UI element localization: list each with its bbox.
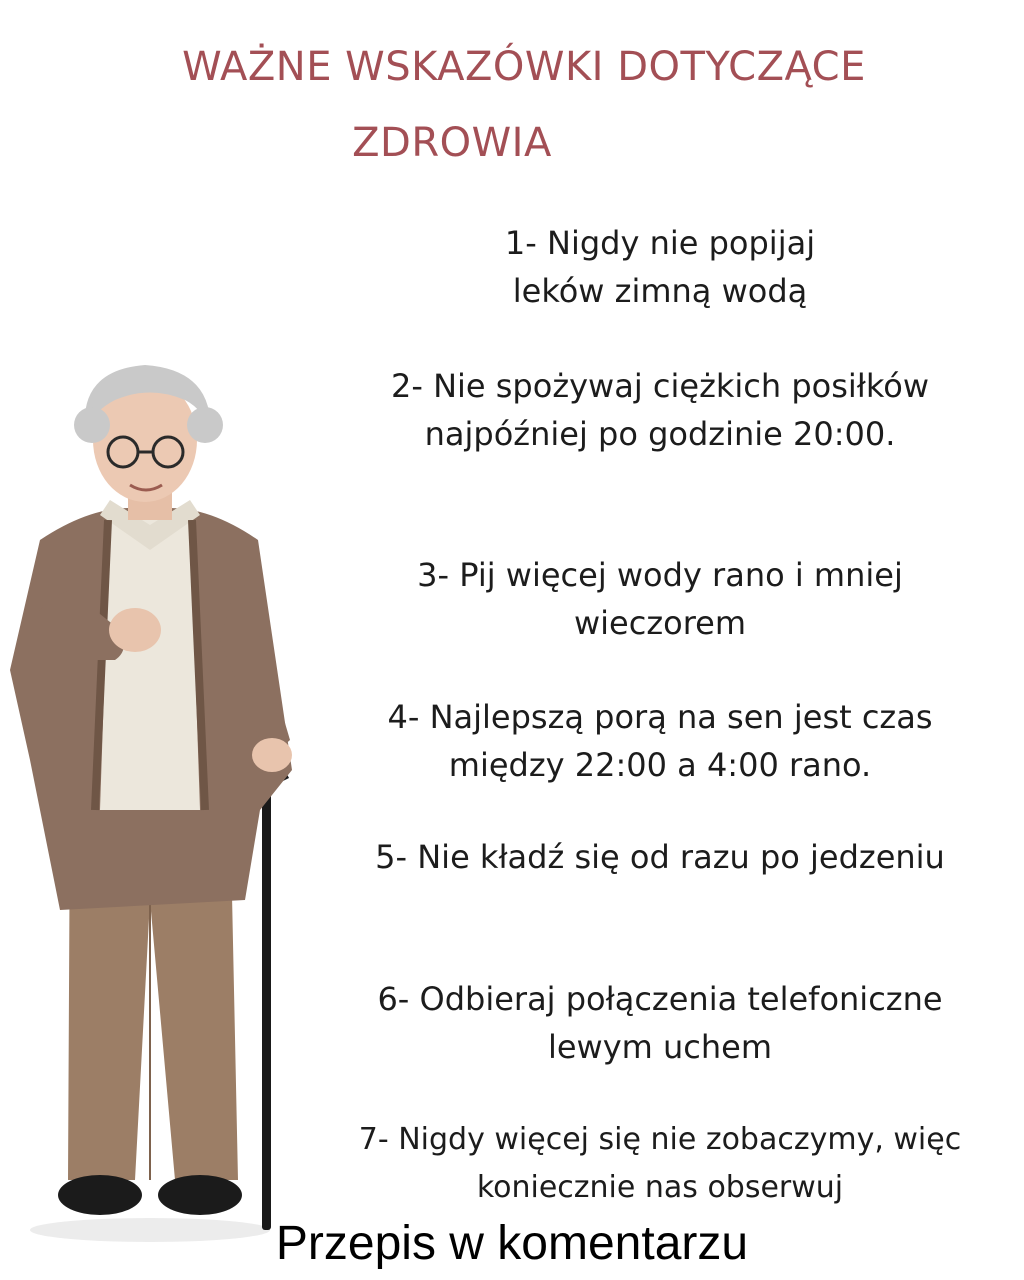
footer-caption: Przepis w komentarzu [275, 1217, 749, 1270]
tip-3-line2: wieczorem [573, 604, 747, 642]
tip-6-line2: lewym uchem [547, 1028, 773, 1066]
tip-1 [330, 219, 990, 315]
page-title-line2 [10, 120, 1024, 166]
tip-2-line1: 2- Nie spożywaj ciężkich posiłków [390, 367, 930, 405]
tip-2 [330, 362, 990, 458]
tip-3-line1: 3- Pij więcej wody rano i mniej [417, 556, 903, 594]
tip-2-line2: najpóźniej po godzinie 20:00. [424, 415, 896, 453]
tip-3 [330, 551, 990, 647]
elderly-woman-illustration [0, 340, 330, 1270]
tip-7-line1: 7- Nigdy więcej się nie zobaczymy, więc [358, 1122, 962, 1157]
page-title: WAŻNE WSKAZÓWKI DOTYCZĄCE [182, 44, 866, 90]
tip-5 [330, 833, 990, 881]
tip-7 [330, 1116, 990, 1212]
tip-4-line2: między 22:00 a 4:00 rano. [448, 746, 872, 784]
tip-5-line1: 5- Nie kładź się od razu po jedzeniu [375, 838, 945, 876]
tip-4-line1: 4- Najlepszą porą na sen jest czas [387, 698, 933, 736]
elderly-woman-with-cane-icon [0, 340, 330, 1270]
tip-6-line1: 6- Odbieraj połączenia telefoniczne [377, 980, 943, 1018]
tip-6 [330, 975, 990, 1071]
tip-7-line2: koniecznie nas obserwuj [476, 1170, 844, 1205]
page-title-line2-text: ZDROWIA [352, 120, 552, 166]
tip-1-line2: leków zimną wodą [512, 272, 808, 310]
tip-1-line1: 1- Nigdy nie popijaj [504, 224, 816, 262]
tip-4 [330, 693, 990, 789]
